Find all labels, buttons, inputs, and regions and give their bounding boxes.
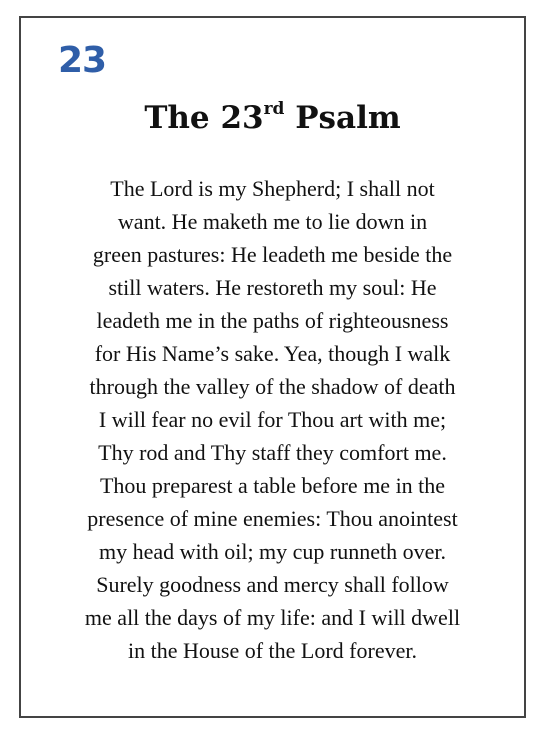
psalm-line: for His Name’s sake. Yea, though I walk — [94, 341, 451, 366]
psalm-line: still waters. He restoreth my soul: He — [108, 275, 437, 300]
title-main: The 23 — [144, 100, 264, 136]
psalm-line: my head with oil; my cup runneth over. — [98, 539, 447, 564]
title-ordinal-suffix: rd — [263, 98, 285, 119]
psalm-line: Surely goodness and mercy shall follow — [96, 572, 449, 597]
psalm-line: The Lord is my Shepherd; I shall not — [110, 176, 435, 201]
psalm-line: in the House of the Lord forever. — [128, 638, 417, 663]
psalm-line: Thy rod and Thy staff they comfort me. — [98, 440, 447, 465]
psalm-text — [35, 172, 510, 667]
psalm-line: through the valley of the shadow of death — [89, 374, 456, 399]
psalm-line: want. He maketh me to lie down in — [117, 209, 428, 234]
psalm-title — [21, 98, 524, 138]
psalm-line: Thou preparest a table before me in the — [99, 473, 446, 498]
psalm-line: leadeth me in the paths of righteousness — [96, 308, 449, 333]
psalm-line: presence of mine enemies: Thou anointest — [87, 506, 458, 531]
psalm-card — [19, 16, 526, 718]
title-end: Psalm — [284, 100, 401, 136]
psalm-line: I will fear no evil for Thou art with me; — [98, 407, 447, 432]
psalm-line: green pastures: He leadeth me beside the — [92, 242, 453, 267]
psalm-line: me all the days of my life: and I will dwell — [84, 605, 461, 630]
psalm-number-badge: 23 — [58, 40, 107, 81]
